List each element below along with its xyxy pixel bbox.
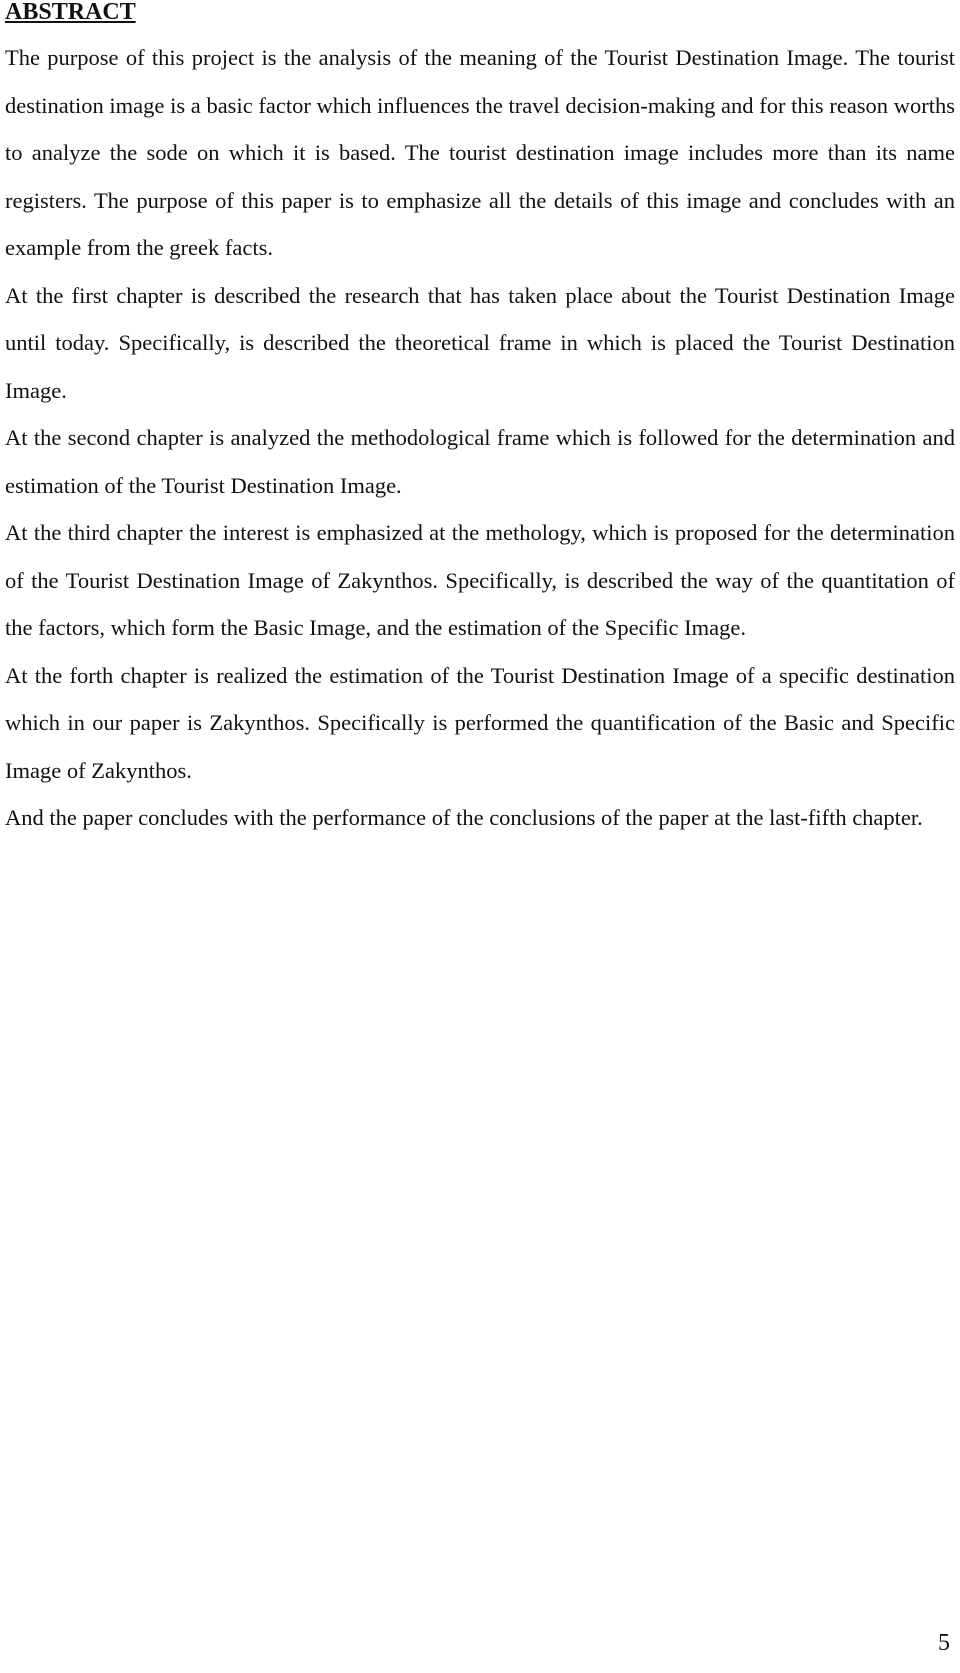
paragraph-chapter-3: At the third chapter the interest is emphasized at the methology, which is proposed for the determination of the Tourist Destination Image of Zakynthos. Specifically, is described the way of the quantitation of the factors, which form the Basic Image, and the estimation of the Specific Image.	[5, 520, 955, 640]
document-page	[5, 0, 955, 842]
page-number: 5	[938, 1630, 950, 1656]
paragraph-intro: The purpose of this project is the analysis of the meaning of the Tourist Destination Image. The tourist destination image is a basic factor which influences the travel decision-making and for this reason worths to analyze the sode on which it is based. The tourist destination image includes more than its name registers. The purpose of this paper is to emphasize all the details of this image and concludes with an example from the greek facts.	[5, 45, 955, 260]
paragraph-chapter-1: At the first chapter is described the research that has taken place about the Tourist Destination Image until today. Specifically, is described the theoretical frame in which is placed the Tourist Destination Image.	[5, 282, 955, 403]
paragraph-chapter-2: At the second chapter is analyzed the methodological frame which is followed for the determination and estimation of the Tourist Destination Image.	[5, 425, 955, 498]
section-heading: ABSTRACT	[5, 0, 136, 25]
paragraph-conclusion: And the paper concludes with the performance of the conclusions of the paper at the last-fifth chapter.	[5, 805, 923, 830]
paragraph-chapter-4: At the forth chapter is realized the estimation of the Tourist Destination Image of a specific destination which in our paper is Zakynthos. Specifically is performed the quantification of the Basic and Specific Image of Zakynthos.	[5, 662, 955, 783]
